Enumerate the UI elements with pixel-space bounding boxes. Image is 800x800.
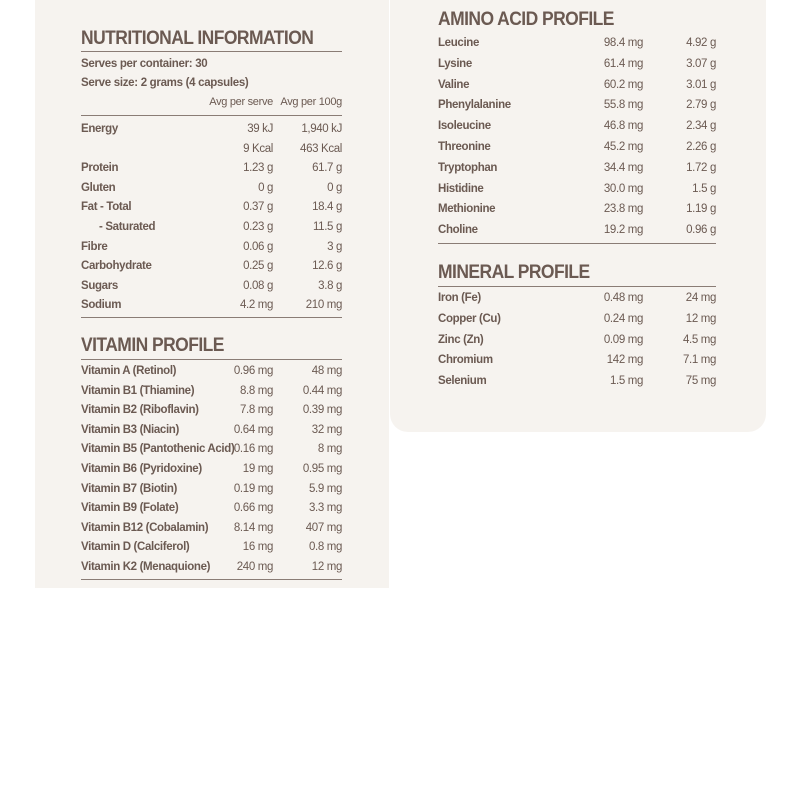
row-label: Vitamin B6 (Pyridoxine) — [81, 462, 202, 475]
row-value-per-100g: 0.44 mg — [302, 384, 342, 397]
table-row — [438, 138, 716, 159]
divider — [81, 579, 342, 580]
row-label: Carbohydrate — [81, 260, 152, 273]
row-value-per-100g: 11.5 g — [312, 220, 342, 233]
row-value-per-serve: 1.5 mg — [609, 375, 643, 388]
row-value-per-serve: 19.2 mg — [603, 224, 643, 237]
row-value-per-100g: 24 mg — [685, 292, 716, 304]
row-value-per-serve: 23.8 mg — [603, 203, 643, 216]
vitamin-table — [81, 362, 342, 578]
row-value-per-100g: 1.72 g — [686, 161, 716, 174]
row-label: Iron (Fe) — [438, 292, 481, 304]
divider — [81, 51, 342, 52]
amino-section — [438, 8, 716, 244]
table-row — [81, 218, 342, 238]
row-label: Vitamin B5 (Pantothenic Acid) — [81, 443, 235, 456]
row-label: Chromium — [438, 354, 493, 367]
serve-size: Serve size: 2 grams (4 capsules) — [81, 77, 249, 89]
row-value-per-serve: 8.8 mg — [239, 384, 273, 397]
row-value-per-serve: 60.2 mg — [603, 78, 643, 91]
divider — [81, 359, 342, 360]
mineral-section — [438, 261, 716, 393]
row-value-per-serve: 0.08 g — [243, 279, 273, 292]
table-row — [81, 538, 342, 558]
table-row — [438, 180, 716, 201]
row-value-per-100g: 463 Kcal — [300, 142, 342, 155]
row-value-per-100g: 3 g — [327, 240, 342, 253]
amino-table — [438, 34, 716, 242]
row-value-per-100g: 61.7 g — [312, 162, 342, 175]
col-header-100g: Avg per 100g — [280, 96, 342, 108]
row-value-per-100g: 18.4 g — [312, 201, 342, 214]
row-value-per-serve: 0.19 mg — [233, 482, 273, 495]
row-label: Histidine — [438, 182, 484, 195]
row-label: Vitamin B12 (Cobalamin) — [81, 521, 209, 534]
row-value-per-serve: 0.66 mg — [233, 502, 273, 515]
row-label: Vitamin B1 (Thiamine) — [81, 384, 195, 397]
row-value-per-serve: 45.2 mg — [603, 140, 643, 153]
row-value-per-100g: 210 mg — [305, 299, 342, 312]
table-row — [438, 200, 716, 221]
mineral-table — [438, 289, 716, 393]
divider — [81, 317, 342, 318]
row-label: Vitamin A (Retinol) — [81, 365, 177, 377]
table-row — [81, 296, 342, 316]
row-label: Threonine — [438, 140, 491, 153]
table-row — [81, 238, 342, 258]
row-label: Vitamin B2 (Riboflavin) — [81, 404, 199, 417]
table-row — [438, 159, 716, 180]
table-row — [81, 519, 342, 539]
table-row — [438, 289, 716, 310]
table-row — [81, 421, 342, 441]
table-row — [81, 480, 342, 500]
row-value-per-100g: 2.79 g — [686, 99, 716, 112]
row-label: Vitamin B9 (Folate) — [81, 502, 179, 515]
table-row — [438, 34, 716, 55]
row-value-per-100g: 32 mg — [311, 423, 342, 436]
row-value-per-100g: 1.19 g — [686, 203, 716, 216]
row-label: Isoleucine — [438, 120, 491, 133]
row-value-per-serve: 142 mg — [606, 354, 643, 367]
row-label: Tryptophan — [438, 161, 498, 174]
row-value-per-100g: 5.9 mg — [308, 482, 342, 495]
row-value-per-serve: 0.23 g — [243, 220, 273, 233]
row-value-per-serve: 0 g — [258, 181, 273, 194]
table-row — [81, 277, 342, 297]
row-value-per-serve: 61.4 mg — [603, 57, 643, 70]
table-row — [81, 362, 342, 382]
row-value-per-100g: 12 mg — [685, 312, 716, 325]
row-label: Protein — [81, 162, 119, 175]
row-value-per-serve: 7.8 mg — [239, 404, 273, 417]
table-row — [438, 76, 716, 97]
row-value-per-serve: 1.23 g — [243, 162, 273, 175]
row-value-per-100g: 2.26 g — [686, 140, 716, 153]
nutrition-table — [81, 120, 342, 316]
row-value-per-serve: 8.14 mg — [233, 521, 273, 534]
table-row — [438, 117, 716, 138]
table-row — [438, 221, 716, 242]
row-value-per-100g: 7.1 mg — [682, 354, 716, 367]
row-label: Fat - Total — [81, 201, 132, 214]
table-row — [438, 351, 716, 372]
row-label: Lysine — [438, 57, 472, 70]
row-label: Sugars — [81, 279, 118, 292]
row-label: Vitamin D (Calciferol) — [81, 541, 190, 554]
amino-title: AMINO ACID PROFILE — [438, 9, 614, 30]
table-row — [438, 96, 716, 117]
row-value-per-100g: 8 mg — [317, 443, 342, 456]
col-header-serve: Avg per serve — [209, 96, 273, 108]
row-value-per-100g: 3.01 g — [686, 78, 716, 91]
row-value-per-100g: 12.6 g — [312, 260, 342, 273]
table-row — [438, 310, 716, 331]
row-value-per-serve: 46.8 mg — [603, 120, 643, 133]
row-value-per-serve: 0.96 mg — [233, 365, 273, 377]
table-row — [81, 257, 342, 277]
table-row — [81, 140, 342, 160]
row-value-per-serve: 34.4 mg — [603, 161, 643, 174]
table-row — [438, 372, 716, 393]
row-label: Gluten — [81, 181, 116, 194]
row-label: Leucine — [438, 37, 480, 49]
row-value-per-serve: 19 mg — [242, 462, 273, 475]
row-value-per-100g: 0.39 mg — [302, 404, 342, 417]
table-row — [81, 499, 342, 519]
row-value-per-100g: 48 mg — [311, 365, 342, 377]
row-value-per-serve: 0.24 mg — [603, 312, 643, 325]
row-label: Copper (Cu) — [438, 312, 501, 325]
row-label: - Saturated — [99, 220, 156, 233]
row-label: Valine — [438, 78, 470, 91]
vitamin-title: VITAMIN PROFILE — [81, 335, 224, 356]
row-label: Vitamin B3 (Niacin) — [81, 423, 179, 436]
row-label: Methionine — [438, 203, 496, 216]
table-row — [81, 179, 342, 199]
table-row — [81, 120, 342, 140]
table-row — [81, 440, 342, 460]
row-value-per-100g: 3.8 g — [318, 279, 342, 292]
row-value-per-100g: 12 mg — [311, 560, 342, 573]
row-value-per-serve: 98.4 mg — [603, 37, 643, 49]
table-row — [81, 460, 342, 480]
table-row — [81, 382, 342, 402]
row-value-per-serve: 240 mg — [236, 560, 273, 573]
row-label: Sodium — [81, 299, 122, 312]
table-row — [81, 159, 342, 179]
table-row — [81, 401, 342, 421]
table-row — [81, 198, 342, 218]
row-label: Vitamin B7 (Biotin) — [81, 482, 178, 495]
row-label: Energy — [81, 123, 118, 135]
row-label: Vitamin K2 (Menaquione) — [81, 560, 211, 573]
row-value-per-100g: 3.07 g — [686, 57, 716, 70]
column-headers — [81, 93, 342, 115]
divider — [438, 243, 716, 244]
row-value-per-serve: 0.06 g — [243, 240, 273, 253]
row-label: Phenylalanine — [438, 99, 511, 112]
row-value-per-serve: 16 mg — [242, 541, 273, 554]
row-value-per-serve: 9 Kcal — [243, 142, 273, 155]
row-value-per-100g: 3.3 mg — [308, 502, 342, 515]
nutrition-section — [81, 27, 342, 318]
row-value-per-100g: 0.8 mg — [308, 541, 342, 554]
row-label: Selenium — [438, 375, 487, 388]
table-row — [438, 331, 716, 352]
vitamin-section — [81, 334, 342, 580]
row-value-per-serve: 0.48 mg — [603, 292, 643, 304]
row-value-per-serve: 0.37 g — [243, 201, 273, 214]
row-value-per-serve: 39 kJ — [247, 123, 273, 135]
row-value-per-100g: 1,940 kJ — [301, 123, 342, 135]
row-value-per-100g: 407 mg — [305, 521, 342, 534]
row-value-per-100g: 0.96 g — [686, 224, 716, 237]
table-row — [438, 55, 716, 76]
row-value-per-serve: 0.09 mg — [603, 333, 643, 346]
mineral-title: MINERAL PROFILE — [438, 262, 590, 283]
row-label: Zinc (Zn) — [438, 333, 484, 346]
row-value-per-100g: 4.92 g — [686, 37, 716, 49]
row-value-per-serve: 0.25 g — [243, 260, 273, 273]
serves-per-container: Serves per container: 30 — [81, 58, 208, 70]
divider — [438, 286, 716, 287]
row-label: Choline — [438, 224, 478, 237]
row-value-per-serve: 0.64 mg — [233, 423, 273, 436]
row-value-per-100g: 0 g — [327, 181, 342, 194]
table-row — [81, 558, 342, 578]
row-value-per-100g: 1.5 g — [692, 182, 716, 195]
row-value-per-100g: 2.34 g — [686, 120, 716, 133]
row-value-per-serve: 55.8 mg — [603, 99, 643, 112]
row-value-per-serve: 4.2 mg — [239, 299, 273, 312]
row-label: Fibre — [81, 240, 108, 253]
row-value-per-100g: 75 mg — [685, 375, 716, 388]
nutrition-title: NUTRITIONAL INFORMATION — [81, 28, 314, 49]
row-value-per-serve: 0.16 mg — [233, 443, 273, 456]
row-value-per-100g: 4.5 mg — [682, 333, 716, 346]
row-value-per-serve: 30.0 mg — [603, 182, 643, 195]
divider — [81, 115, 342, 116]
row-value-per-100g: 0.95 mg — [302, 462, 342, 475]
